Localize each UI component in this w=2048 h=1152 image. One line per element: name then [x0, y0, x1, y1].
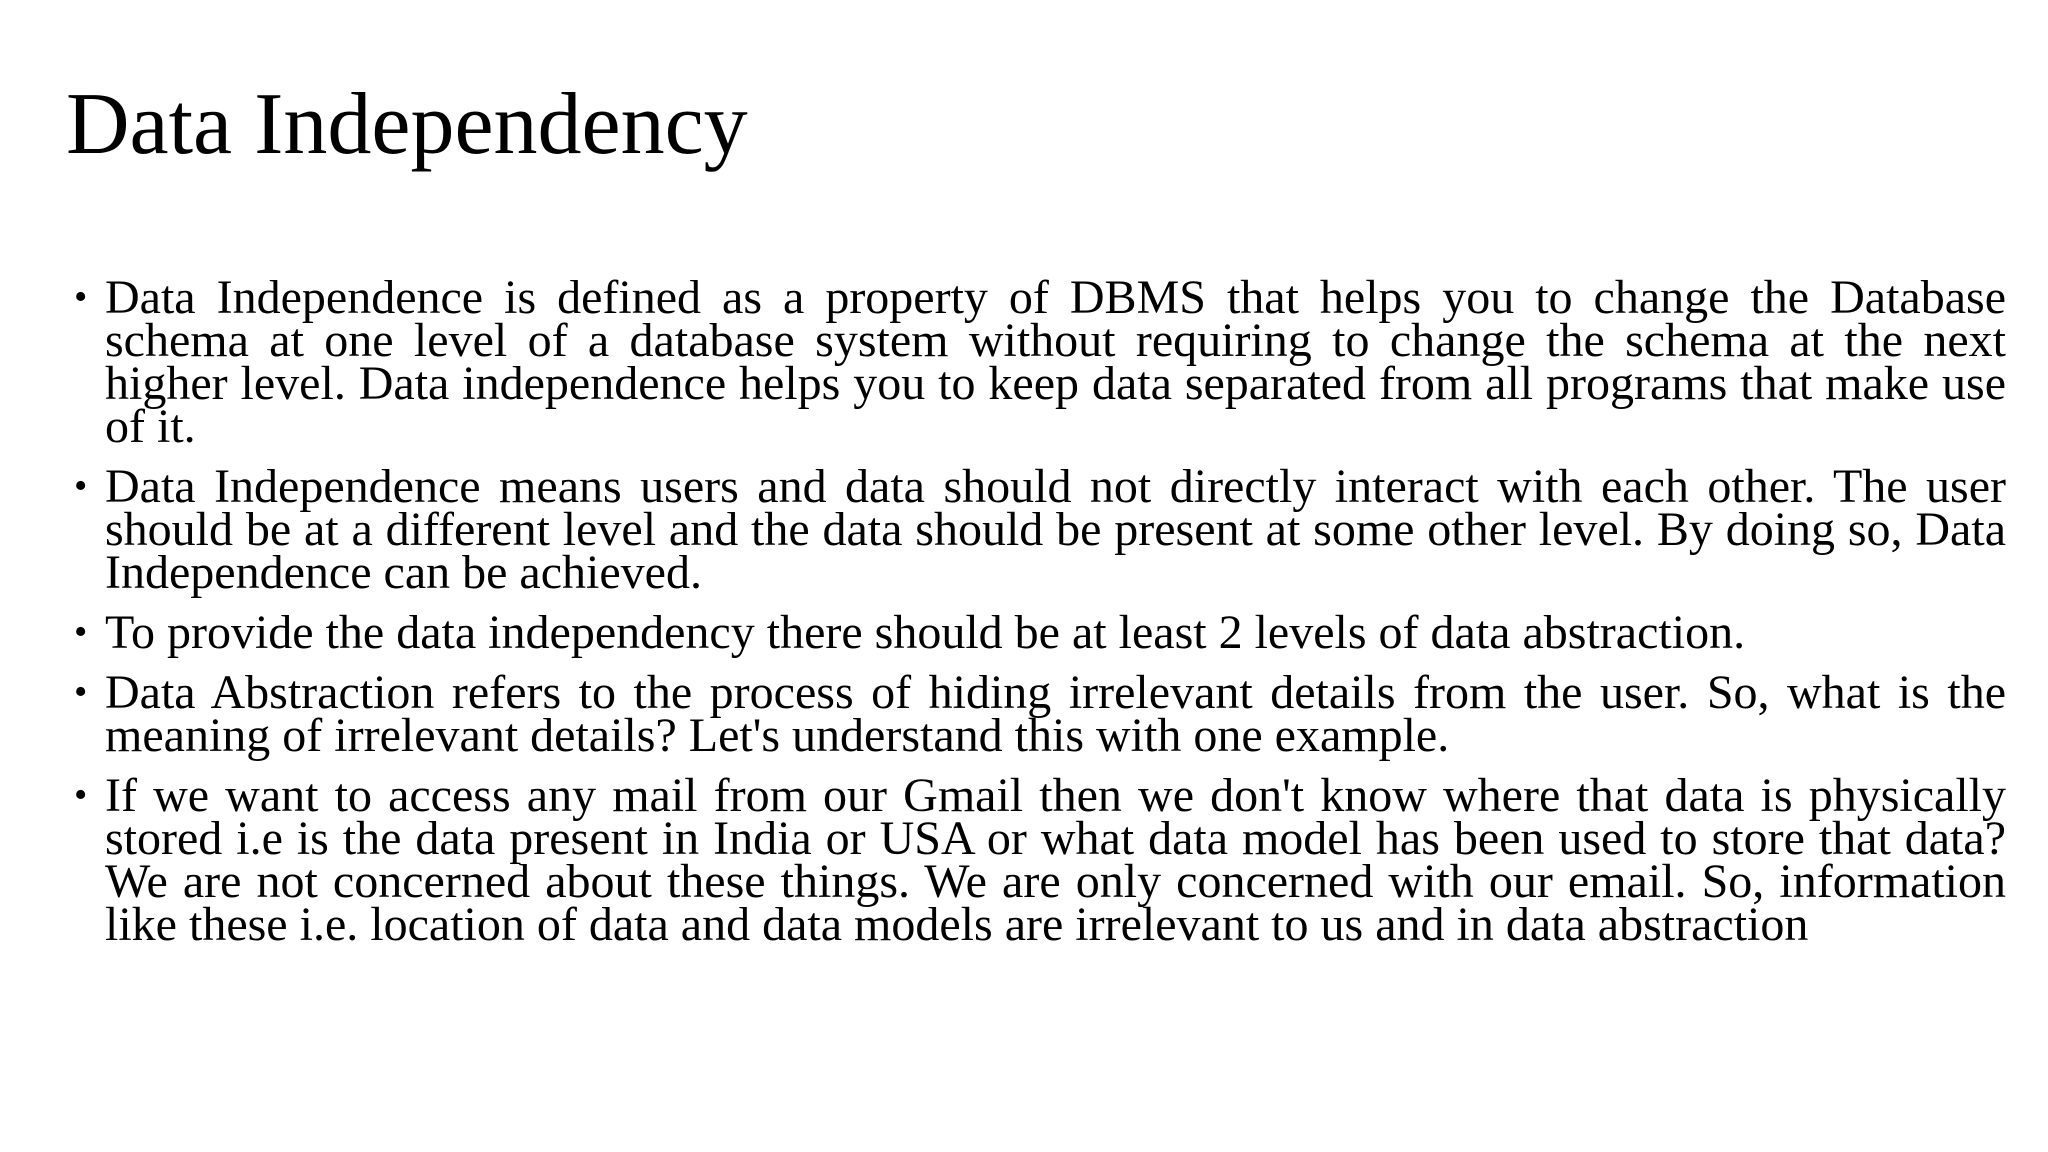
bullet-item — [74, 606, 2006, 659]
bullet-item — [74, 460, 2006, 599]
bullet-dot-icon: • — [74, 774, 88, 816]
bullet-text: Data Independence means users and data should not directly interact with each other. The user should be at a different level and the data should be present at some other level. By doing so, Data Independence can be achieved. — [105, 460, 2006, 599]
slide-title: Data Independency — [66, 76, 748, 173]
bullet-text: To provide the data independency there should be at least 2 levels of data abstraction. — [105, 606, 1746, 659]
bullet-item — [74, 769, 2006, 951]
bullet-text: Data Independence is defined as a property of DBMS that helps you to change the Database schema at one level of a database system without requiring to change the schema at the next higher level. Data independence helps you to keep data separated from all programs that make use of it. — [105, 271, 2006, 453]
bullet-dot-icon: • — [74, 671, 88, 713]
bullet-text: If we want to access any mail from our Gmail then we don't know where that data is physically stored i.e is the data present in India or USA or what data model has been used to store that data? We are not concerned about these things. We are only concerned with our email. So, information like these i.e. location of data and data models are irrelevant to us and in data abstraction — [105, 769, 2006, 951]
bullet-dot-icon: • — [74, 611, 88, 653]
bullet-dot-icon: • — [74, 276, 88, 318]
bullet-list — [74, 271, 2006, 963]
bullet-item — [74, 666, 2006, 762]
bullet-dot-icon: • — [74, 465, 88, 507]
bullet-text: Data Abstraction refers to the process of hiding irrelevant details from the user. So, what is the meaning of irrelevant details? Let's understand this with one example. — [105, 666, 2006, 762]
bullet-item — [74, 271, 2006, 453]
